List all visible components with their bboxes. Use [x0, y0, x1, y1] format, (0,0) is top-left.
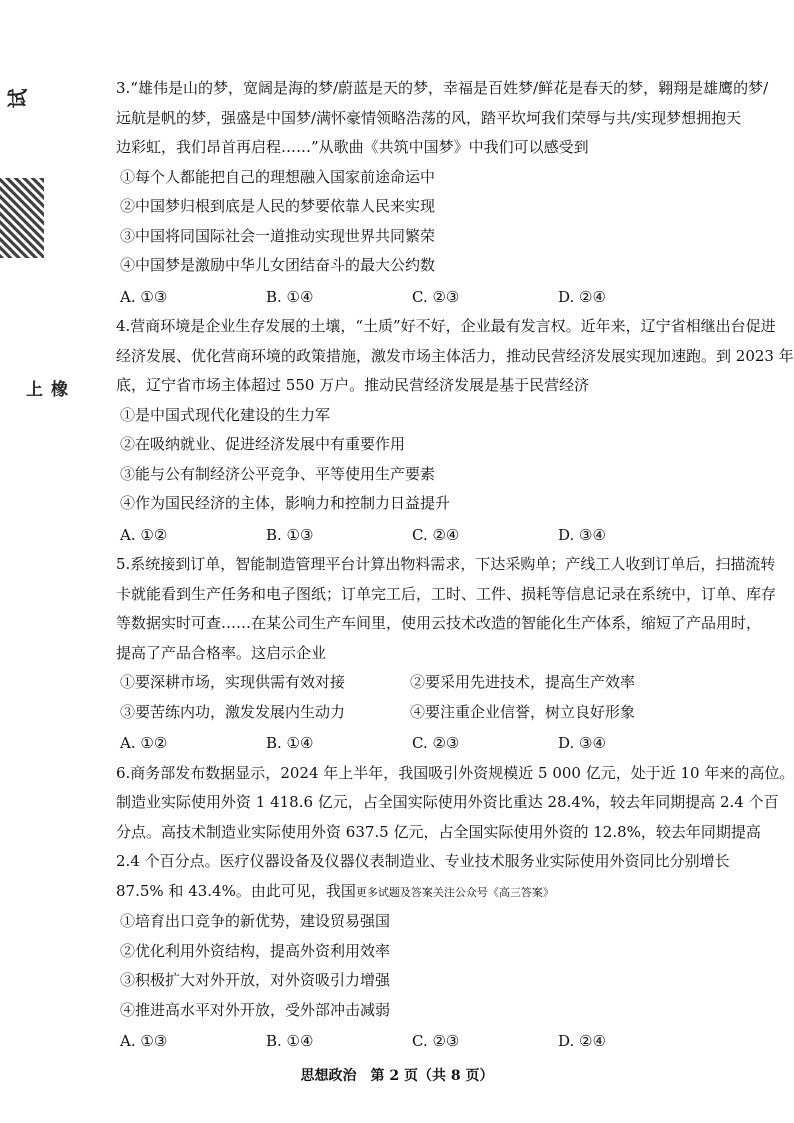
option-item: ③要苦练内功，激发发展内生动力	[120, 702, 346, 721]
choice-a: A. ①③	[120, 1032, 168, 1050]
option-item: ②在吸纳就业、促进经济发展中有重要作用	[120, 435, 406, 453]
choice-b: B. ①④	[266, 287, 314, 306]
choice-d: D. ②④	[558, 1032, 606, 1050]
question-line: 等数据实时可查……在某公司生产车间里，使用云技术改造的智能化生产体系，缩短了产品用时，	[116, 614, 762, 632]
answer-choices	[116, 729, 786, 759]
choice-a: A. ①②	[120, 525, 168, 544]
choice-a: A. ①②	[120, 734, 168, 752]
answer-choices	[116, 521, 786, 551]
choice-c: C. ②③	[412, 734, 460, 752]
question-line: 卡就能看到生产任务和电子图纸；订单完工后，工时、工件、损耗等信息记录在系统中，订单、库存	[116, 584, 777, 603]
option-item: ④要注重企业信誉，树立良好形象	[410, 702, 636, 721]
question-line: 6.商务部发布数据显示，2024 年上半年，我国吸引外资规模近 5 000 亿元，处于近 10 年来的高位。	[116, 763, 794, 782]
choice-d: D. ③④	[558, 734, 606, 752]
option-item: ①要深耕市场，实现供需有效对接	[120, 673, 346, 691]
choice-c: C. ②④	[412, 525, 460, 544]
answer-choices	[116, 1027, 786, 1057]
question-3	[116, 74, 786, 312]
question-5	[116, 550, 786, 759]
option-pair	[116, 668, 786, 698]
option-item: ②中国梦归根到底是人民的梦要依靠人民来实现	[120, 197, 436, 215]
choice-d: D. ③④	[558, 525, 606, 544]
qr-code	[0, 178, 44, 258]
choice-b: B. ①③	[266, 525, 314, 544]
choice-d: D. ②④	[558, 287, 606, 306]
option-item: ②要采用先进技术，提高生产效率	[410, 673, 636, 691]
choice-b: B. ①④	[266, 1032, 314, 1050]
option-item: ①是中国式现代化建设的生力军	[120, 405, 331, 424]
question-line: 5.系统接到订单，智能制造管理平台计算出物料需求，下达采购单；产线工人收到订单后，扫描流转	[116, 555, 776, 573]
option-item: ③中国将同国际社会一道推动实现世界共同繁荣	[120, 226, 436, 245]
option-item: ④推进高水平对外开放，受外部冲击减弱	[120, 1000, 391, 1019]
page-footer: 思想政治 第 2 页（共 8 页）	[300, 1068, 494, 1084]
choice-c: C. ②③	[412, 1032, 460, 1050]
question-line: 经济发展、优化营商环境的政策措施，激发市场主体活力，推动民营经济发展实现加速跑。到 2023 年	[116, 346, 794, 365]
side-char-top: 试	[5, 88, 30, 109]
choice-a: A. ①③	[120, 287, 168, 306]
option-pair	[116, 698, 786, 728]
question-line: 提高了产品合格率。这启示企业	[116, 643, 327, 662]
exam-content	[116, 74, 794, 1057]
question-line: 底，辽宁省市场主体超过 550 万户。推动民营经济发展是基于民营经济	[116, 376, 590, 394]
question-line: 制造业实际使用外资 1 418.6 亿元，占全国实际使用外资比重达 28.4%，较去年同期提高 2.4 个百	[116, 793, 779, 811]
option-item: ③积极扩大对外开放，对外资吸引力增强	[120, 971, 391, 989]
question-text: 87.5% 和 43.4%。由此可见，我国	[116, 881, 356, 900]
question-line	[116, 877, 786, 908]
question-line: 分点。高技术制造业实际使用外资 637.5 亿元，占全国实际使用外资的 12.8%，较去年同期提高	[116, 822, 761, 841]
option-item: ④中国梦是激励中华儿女团结奋斗的最大公约数	[120, 256, 436, 274]
question-6	[116, 759, 794, 1057]
watermark-note: 更多试题及答案关注公众号《高三答案》	[355, 885, 554, 899]
option-item: ①每个人都能把自己的理想融入国家前途命运中	[120, 167, 436, 186]
question-line: 3.“雄伟是山的梦，宽阔是海的梦/蔚蓝是天的梦，幸福是百姓梦/鲜花是春天的梦，翱翔是雄鹰的梦/	[116, 79, 769, 97]
choice-c: C. ②③	[412, 287, 460, 306]
question-line: 远航是帆的梦，强盛是中国梦/满怀豪情领略浩荡的风，踏平坎坷我们荣辱与共/实现梦想拥抱天	[116, 108, 742, 127]
answer-choices	[116, 283, 786, 313]
choice-b: B. ①④	[266, 734, 314, 752]
question-4	[116, 312, 794, 550]
option-item: ①培育出口竞争的新优势，建设贸易强国	[120, 912, 391, 930]
option-item: ④作为国民经济的主体，影响力和控制力日益提升	[120, 494, 451, 512]
question-line: 2.4 个百分点。医疗仪器设备及仪器仪表制造业、专业技术服务业实际使用外资同比分别增长	[116, 852, 730, 870]
question-line: 4.营商环境是企业生存发展的土壤，“土质”好不好，企业最有发言权。近年来，辽宁省相继出台促进	[116, 317, 776, 335]
side-char-mid: 橡上	[22, 380, 67, 397]
option-item: ②优化利用外资结构，提高外资利用效率	[120, 941, 391, 960]
option-item: ③能与公有制经济公平竞争、平等使用生产要素	[120, 464, 436, 483]
question-line: 边彩虹，我们昂首再启程……”从歌曲《共筑中国梦》中我们可以感受到	[116, 138, 589, 156]
